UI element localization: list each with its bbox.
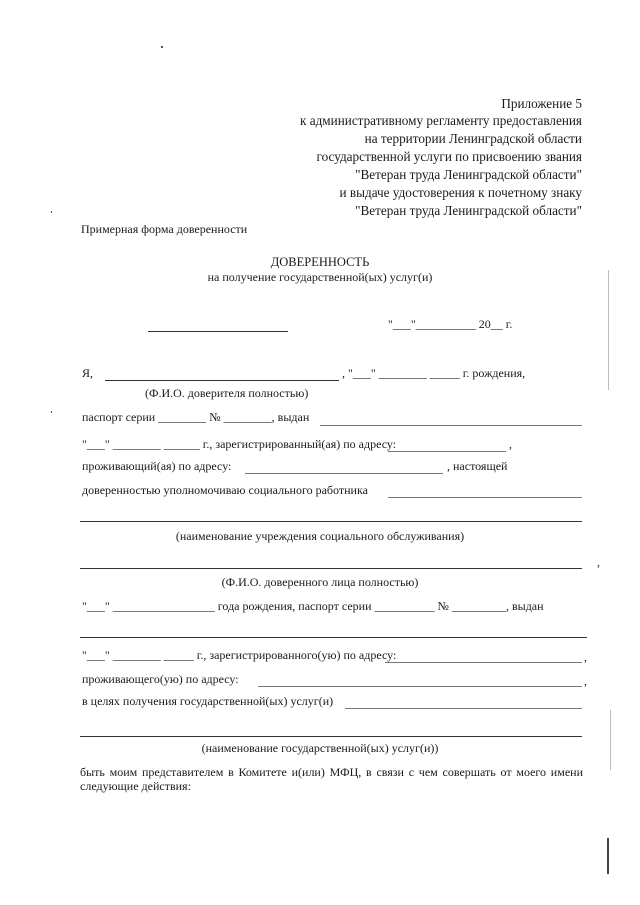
final-paragraph-line-1: быть моим представителем в Комитете и(или) МФЦ, в связи с чем совершать от моего имени	[80, 765, 583, 779]
caption-agent-name: (Ф.И.О. доверенного лица полностью)	[221, 575, 419, 589]
scan-edge-mark	[610, 710, 611, 770]
date-field: "___"__________ 20__ г.	[388, 317, 513, 331]
agent-issued-by-line	[80, 637, 587, 638]
passport-line: паспорт серии ________ № ________, выдан	[82, 410, 310, 424]
scan-speck	[161, 46, 163, 48]
appendix-number: Приложение 5	[501, 96, 582, 111]
passport-issued-by-line	[320, 425, 582, 426]
sample-form-label: Примерная форма доверенности	[81, 222, 248, 236]
header-line-3: государственной услуги по присвоению звания	[316, 149, 582, 164]
header-line-5: и выдаче удостоверения к почетному знаку	[339, 185, 582, 200]
service-name-line	[80, 736, 582, 737]
agent-registered-field	[385, 662, 582, 663]
agent-residing-field	[258, 686, 582, 687]
registered-address-line: "___" ________ ______ г., зарегистрированный(ая) по адресу:	[82, 437, 397, 451]
scan-speck	[51, 211, 52, 213]
agent-registered-line: "___" ________ _____ г., зарегистрированного(ую) по адресу:	[82, 648, 397, 662]
residing-address-label: проживающий(ая) по адресу:	[82, 459, 232, 473]
scan-edge-mark	[607, 838, 609, 874]
place-field-line	[148, 331, 288, 332]
document-title: ДОВЕРЕННОСТЬ	[270, 255, 370, 269]
purpose-line: в целях получения государственной(ых) услуг(и)	[82, 694, 334, 708]
social-worker-field	[388, 497, 582, 498]
comma-mark: ,	[509, 437, 512, 451]
agent-birth-passport-line: "___" _________________ года рождения, паспорт серии __________ № _________, выдан	[82, 599, 544, 613]
caption-grantor-name: (Ф.И.О. доверителя полностью)	[145, 386, 309, 400]
caption-institution: (наименование учреждения социального обслуживания)	[175, 529, 465, 543]
present-word: , настоящей	[447, 459, 508, 473]
purpose-field	[345, 708, 582, 709]
agent-name-line	[80, 568, 582, 569]
final-paragraph-line-2: следующие действия:	[80, 779, 191, 793]
ya-label: Я,	[82, 366, 94, 380]
document-subtitle: на получение государственной(ых) услуг(и)	[207, 270, 433, 284]
institution-line	[80, 521, 582, 522]
authorize-line: доверенностью уполномочиваю социального работника	[82, 483, 368, 497]
scan-speck	[51, 411, 52, 413]
grantor-birth-date: , "___" ________ _____ г. рождения,	[342, 366, 526, 380]
header-line-4: "Ветеран труда Ленинградской области"	[355, 167, 582, 182]
comma-mark: ,	[597, 555, 600, 569]
residing-address-field	[245, 473, 443, 474]
caption-service-name: (наименование государственной(ых) услуг(и))	[201, 741, 439, 755]
registered-address-field	[388, 451, 506, 452]
scan-edge-mark	[608, 270, 609, 390]
header-line-6: "Ветеран труда Ленинградской области"	[355, 203, 582, 218]
agent-residing-label: проживающего(ую) по адресу:	[82, 672, 239, 686]
comma-mark: ,	[584, 650, 587, 664]
header-line-1: к административному регламенту предоставления	[300, 113, 582, 128]
grantor-name-line	[105, 380, 339, 381]
comma-mark: ,	[584, 674, 587, 688]
header-line-2: на территории Ленинградской области	[364, 131, 582, 146]
